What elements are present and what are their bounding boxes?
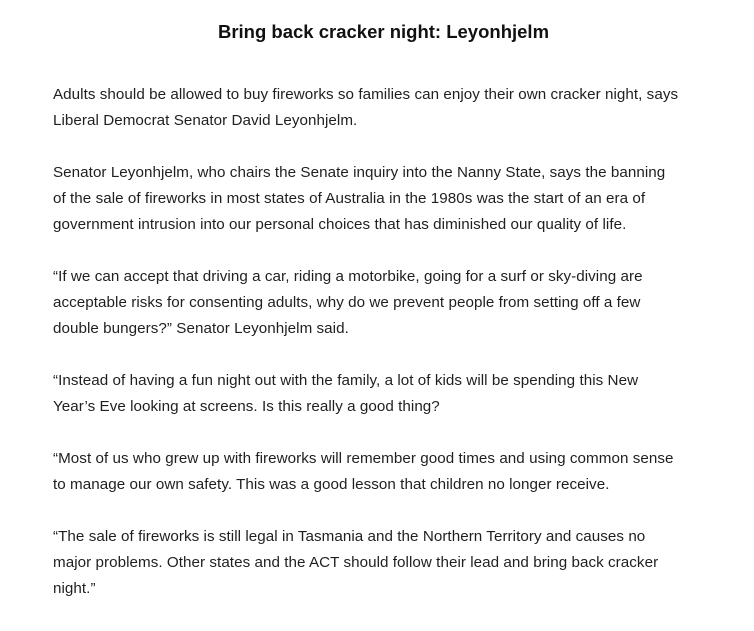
article-body	[53, 82, 714, 602]
paragraph-line: Liberal Democrat Senator David Leyonhjelm.	[53, 112, 358, 129]
paragraph-4	[53, 368, 714, 420]
paragraph-line: “The sale of fireworks is still legal in Tasmania and the Northern Territory and causes no	[53, 528, 646, 545]
paragraph-line: “Most of us who grew up with fireworks will remember good times and using common sense	[53, 450, 674, 467]
paragraph-3	[53, 264, 714, 342]
paragraph-1	[53, 82, 714, 134]
paragraph-6	[53, 524, 714, 602]
paragraph-line: government intrusion into our personal choices that has diminished our quality of life.	[53, 216, 627, 233]
paragraph-2	[53, 160, 714, 238]
paragraph-line: of the sale of fireworks in most states of Australia in the 1980s was the start of an era of	[53, 190, 646, 207]
paragraph-line: night.”	[53, 580, 96, 597]
paragraph-line: to manage our own safety. This was a good lesson that children no longer receive.	[53, 476, 610, 493]
paragraph-line: “Instead of having a fun night out with the family, a lot of kids will be spending this New	[53, 372, 639, 389]
paragraph-line: Adults should be allowed to buy fireworks so families can enjoy their own cracker night, says	[53, 86, 679, 103]
paragraph-5	[53, 446, 714, 498]
paragraph-line: major problems. Other states and the ACT should follow their lead and bring back cracker	[53, 554, 659, 571]
paragraph-line: acceptable risks for consenting adults, why do we prevent people from setting off a few	[53, 294, 641, 311]
paragraph-line: Year’s Eve looking at screens. Is this really a good thing?	[53, 398, 440, 415]
paragraph-line: double bungers?” Senator Leyonhjelm said.	[53, 320, 349, 337]
article-title: Bring back cracker night: Leyonhjelm	[217, 21, 550, 42]
paragraph-line: Senator Leyonhjelm, who chairs the Senate inquiry into the Nanny State, says the banning	[53, 164, 666, 181]
paragraph-line: “If we can accept that driving a car, riding a motorbike, going for a surf or sky-diving are	[53, 268, 643, 285]
